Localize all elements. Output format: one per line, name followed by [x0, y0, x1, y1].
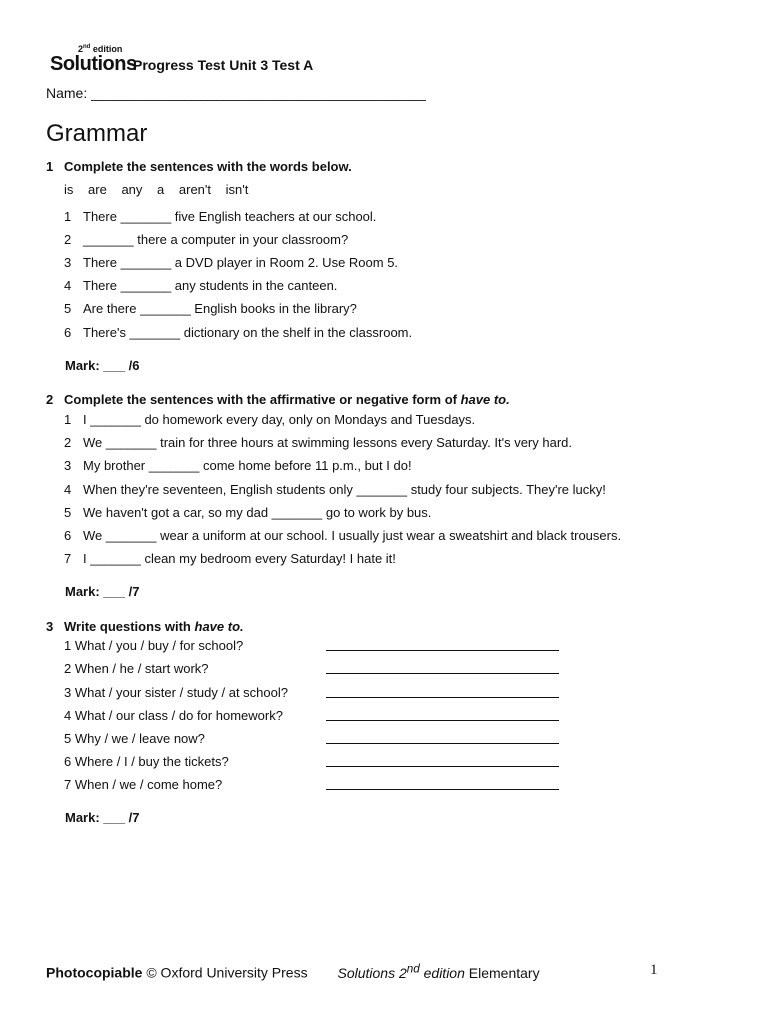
question-3-instruction: 3 Write questions with have to. [46, 619, 244, 634]
q3-answer-line[interactable] [326, 743, 559, 744]
q2-item[interactable]: 4 When they're seventeen, English students only _______ study four subjects. They're lucky! [64, 482, 606, 497]
question-1-instruction: 1 Complete the sentences with the words below. [46, 159, 352, 174]
q2-item[interactable]: 3 My brother _______ come home before 11 p.m., but I do! [64, 458, 412, 473]
q3-answer-line[interactable] [326, 650, 559, 651]
word-bank-item: any [121, 182, 143, 197]
q3-prompt: 1 What / you / buy / for school? [64, 638, 244, 653]
q2-item[interactable]: 1 I _______ do homework every day, only on Mondays and Tuesdays. [64, 412, 476, 427]
series-label: Solutions 2nd edition Elementary [337, 962, 540, 981]
word-bank [64, 182, 259, 197]
q2-item[interactable]: 7 I _______ clean my bedroom every Saturday! I hate it! [64, 551, 396, 566]
q1-item[interactable]: 4 There _______ any students in the canteen. [64, 278, 338, 293]
q3-answer-line[interactable] [326, 789, 559, 790]
q3-answer-line[interactable] [326, 766, 559, 767]
q3-answer-line[interactable] [326, 720, 559, 721]
word-bank-item: is [64, 182, 74, 197]
q1-item[interactable]: 5 Are there _______ English books in the library? [64, 301, 357, 316]
footer [46, 962, 540, 981]
brand-name: Solutions [50, 53, 137, 75]
q3-mark: Mark: ___ /7 [65, 810, 140, 825]
section-title: Grammar [46, 120, 148, 147]
word-bank-item: isn't [225, 182, 249, 197]
q1-mark: Mark: ___ /6 [65, 358, 140, 373]
q1-item[interactable]: 6 There's _______ dictionary on the shelf in the classroom. [64, 325, 413, 340]
q3-answer-line[interactable] [326, 673, 559, 674]
name-field[interactable]: Name: ___________________________________________ [46, 85, 426, 101]
q2-item[interactable]: 5 We haven't got a car, so my dad _______ go to work by bus. [64, 505, 432, 520]
word-bank-item: aren't [178, 182, 212, 197]
q3-prompt: 5 Why / we / leave now? [64, 731, 205, 746]
edition-label: 2nd edition [78, 44, 123, 54]
q3-answer-line[interactable] [326, 697, 559, 698]
q3-prompt: 7 When / we / come home? [64, 777, 223, 792]
q1-item[interactable]: 3 There _______ a DVD player in Room 2. Use Room 5. [64, 255, 399, 270]
test-title: Progress Test Unit 3 Test A [133, 57, 314, 73]
q3-prompt: 2 When / he / start work? [64, 661, 209, 676]
q1-item[interactable]: 2 _______ there a computer in your classroom? [64, 232, 349, 247]
q2-mark: Mark: ___ /7 [65, 584, 140, 599]
q3-prompt: 4 What / our class / do for homework? [64, 708, 283, 723]
q3-prompt: 3 What / your sister / study / at school? [64, 685, 288, 700]
photocopiable-label: Photocopiable [46, 964, 143, 981]
q2-item[interactable]: 6 We _______ wear a uniform at our school. I usually just wear a sweatshirt and black trousers. [64, 528, 622, 543]
publisher-label: © Oxford University Press [142, 964, 308, 981]
q1-item[interactable]: 1 There _______ five English teachers at our school. [64, 209, 377, 224]
word-bank-item: are [88, 182, 107, 197]
word-bank-item: a [157, 182, 165, 197]
page-number: 1 [650, 962, 658, 978]
question-2-instruction: 2 Complete the sentences with the affirmative or negative form of have to. [46, 392, 510, 407]
q3-prompt: 6 Where / I / buy the tickets? [64, 754, 229, 769]
q2-item[interactable]: 2 We _______ train for three hours at swimming lessons every Saturday. It's very hard. [64, 435, 573, 450]
